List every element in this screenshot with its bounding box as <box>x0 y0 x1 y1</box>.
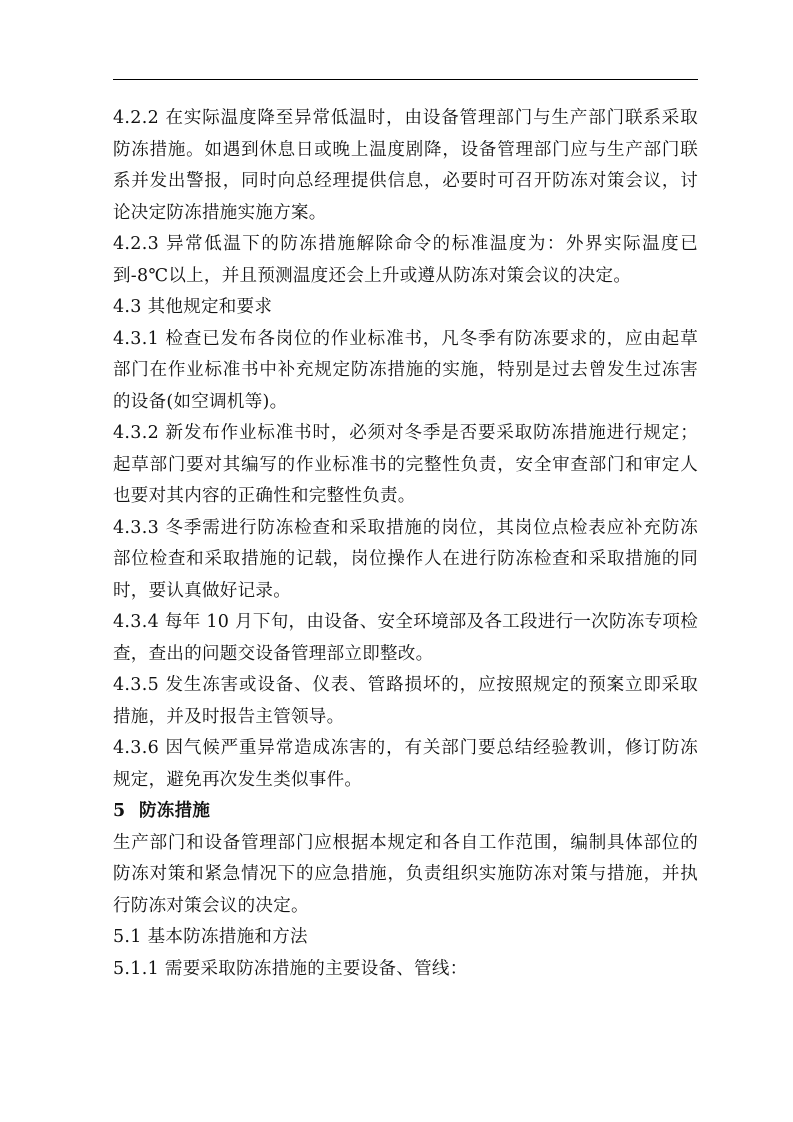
paragraph-4-3-5: 4.3.5 发生冻害或设备、仪表、管路损坏的，应按照规定的预案立即采取措施，并及时报告主管领导。 <box>113 675 698 727</box>
paragraph-4-3-3: 4.3.3 冬季需进行防冻检查和采取措施的岗位，其岗位点检表应补充防冻部位检查和采取措施的记载，岗位操作人在进行防冻检查和采取措施的同时，要认真做好记录。 <box>113 517 698 601</box>
section-title: 防冻措施 <box>139 801 211 821</box>
document-body <box>113 103 698 985</box>
section-number: 5 <box>113 801 126 821</box>
paragraph-4-3-1: 4.3.1 检查已发布各岗位的作业标准书，凡冬季有防冻要求的，应由起草部门在作业标准书中补充规定防冻措施的实施，特别是过去曾发生过冻害的设备(如空调机等)。 <box>113 328 698 412</box>
paragraph-5-1-1: 5.1.1 需要采取防冻措施的主要设备、管线： <box>113 958 468 979</box>
subsection-heading-4-3: 4.3 其他规定和要求 <box>113 297 273 317</box>
paragraph-4-3-6: 4.3.6 因气候严重异常造成冻害的，有关部门要总结经验教训，修订防冻规定，避免再次发生类似事件。 <box>113 738 698 790</box>
paragraph-4-3-2: 4.3.2 新发布作业标准书时，必须对冬季是否要采取防冻措施进行规定；起草部门要对其编写的作业标准书的完整性负责，安全审查部门和审定人也要对其内容的正确性和完整性负责。 <box>113 423 698 506</box>
header-rule <box>113 79 698 80</box>
subsection-heading-5-1: 5.1 基本防冻措施和方法 <box>113 927 308 947</box>
paragraph-4-3-4: 4.3.4 每年 10 月下旬，由设备、安全环境部及各工段进行一次防冻专项检查，查出的问题交设备管理部立即整改。 <box>113 612 698 664</box>
section-heading-5 <box>113 796 698 828</box>
paragraph-4-2-2: 4.2.2 在实际温度降至异常低温时，由设备管理部门与生产部门联系采取防冻措施。如遇到休息日或晚上温度剧降，设备管理部门应与生产部门联系并发出警报，同时向总经理提供信息，必要时可召开防冻对策会议，讨论决定防冻措施实施方案。 <box>113 108 698 223</box>
paragraph-4-2-3: 4.2.3 异常低温下的防冻措施解除命令的标准温度为：外界实际温度已到-8℃以上，并且预测温度还会上升或遵从防冻对策会议的决定。 <box>113 234 698 286</box>
paragraph-5-intro: 生产部门和设备管理部门应根据本规定和各自工作范围，编制具体部位的防冻对策和紧急情况下的应急措施，负责组织实施防冻对策与措施，并执行防冻对策会议的决定。 <box>113 832 698 916</box>
